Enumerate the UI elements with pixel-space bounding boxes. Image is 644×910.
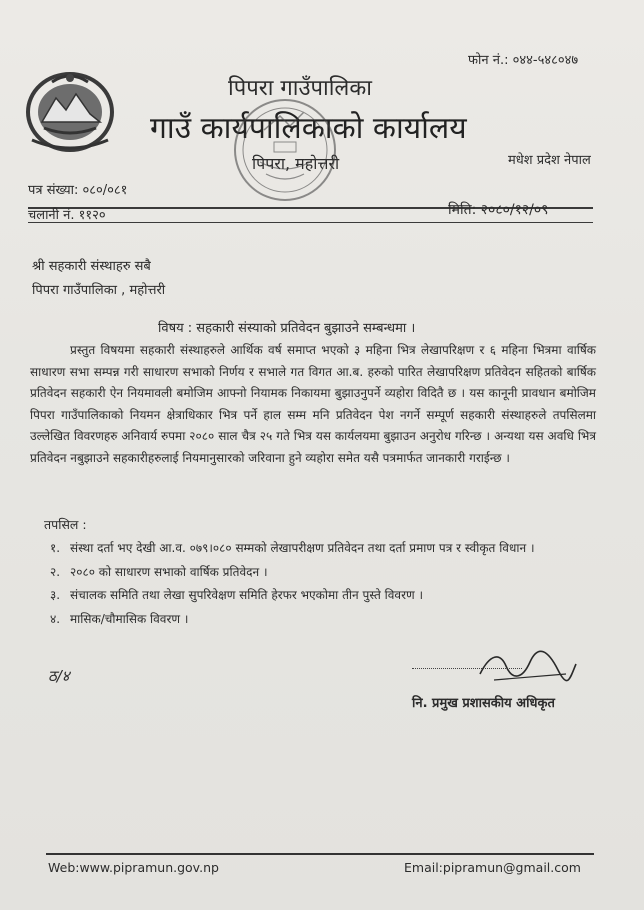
handwritten-initials: ठ/४ [48, 667, 70, 685]
letter-body: प्रस्तुत विषयमा सहकारी संस्थाहरुले आर्थिक वर्ष समाप्त भएको ३ महिना भित्र लेखापरिक्षण र ६ महिना भित्रमा वार्षिक साधारण सभा सम्पन्न गरी साधारण सभाको निर्णय र सभाले गत विगत आ.ब. हरुको पारित लेखापरिक्षण प्रतिवेदन सहितको बार्षिक प्रतिवेदन सहकारी ऐन नियमावली बमोजिम आफ्नो नियामक निकायमा बुझाउनुपर्ने व्यहोरा विदितै छ । यस कानूनी प्रावधान बमोजिम पिपरा गाउँपालिकाको नियमन क्षेत्राधिकार भित्र पर्ने हाल सम्म मनि प्रतिवेदन पेश नगर्ने सम्पूर्ण सहकारी संस्थाहरुले तपसिलमा उल्लेखित विवरणहरु अनिवार्य रुपमा २०८० साल चैत्र २५ गते भित्र यस कार्यलयमा बुझाउन अनुरोध गरिन्छ । अन्यथा यस अवधि भित्र प्रतिवेदन नबुझाउने सहकारीहरुलाई नियमानुसारको जरिवाना हुने व्यहोरा समेत यसै पत्रमार्फत जानकारी गराईन्छ । [30, 343, 596, 465]
footer-email: Email:pipramun@gmail.com [404, 860, 581, 875]
letter-date: मिति: २०८०/१२/०९ [448, 202, 549, 218]
signatory-title: नि. प्रमुख प्रशासकीय अधिकृत [412, 696, 555, 711]
annex-item-text: संस्था दर्ता भए देखी आ.व. ०७९।०८० सम्मको लेखापरीक्षण प्रतिवेदन तथा दर्ता प्रमाण पत्र र स्वीकृत विधान । [70, 541, 535, 555]
office-subtitle: पिपरा गाउँपालिका [228, 76, 372, 101]
letter-subject: विषय : सहकारी संस्याको प्रतिवेदन बुझाउने सम्बन्धमा । [158, 321, 416, 336]
footer-divider [46, 853, 594, 855]
annex-item [50, 562, 598, 584]
annex-list [50, 538, 598, 632]
annex-item-number: १. [50, 541, 61, 555]
annex-item-number: ४. [50, 611, 61, 626]
annex-item-text: २०८० को साधारण सभाको वार्षिक प्रतिवेदन । [70, 564, 268, 579]
phone-number: फोन नं.: ०४४-५४८०४७ [468, 53, 579, 68]
annex-item [50, 538, 598, 560]
annex-item-number: ३. [50, 588, 61, 602]
dispatch-number: चलानी नं. ११२० [28, 208, 106, 223]
office-stamp-icon [230, 90, 340, 208]
annex-item-text: संचालक समिति तथा लेखा सुपरिवेक्षण समिति हेरफर भएकोमा तीन पुस्ते विवरण । [70, 588, 424, 602]
annex-item [50, 585, 598, 607]
annex-heading: तपसिल : [44, 517, 87, 532]
office-title: गाउँ कार्यपालिकाको कार्यालय [150, 111, 467, 146]
recipient-line-2: पिपरा गाउँपालिका , महोत्तरी [32, 283, 166, 298]
annex-item-text: मासिक/चौमासिक विवरण । [70, 611, 189, 626]
annex-item [50, 609, 598, 631]
signature-icon [470, 644, 580, 688]
office-location: पिपरा, महोत्तरी [252, 154, 340, 173]
nepal-emblem-icon [22, 68, 118, 154]
office-state: मधेश प्रदेश नेपाल [508, 153, 591, 168]
reference-number: पत्र संख्या: ०८०/०८१ [28, 183, 128, 198]
annex-item-number: २. [50, 564, 61, 579]
footer-website: Web:www.pipramun.gov.np [48, 860, 219, 875]
meta-divider [28, 222, 593, 223]
recipient-line-1: श्री सहकारी संस्थाहरु सबै [32, 259, 151, 274]
